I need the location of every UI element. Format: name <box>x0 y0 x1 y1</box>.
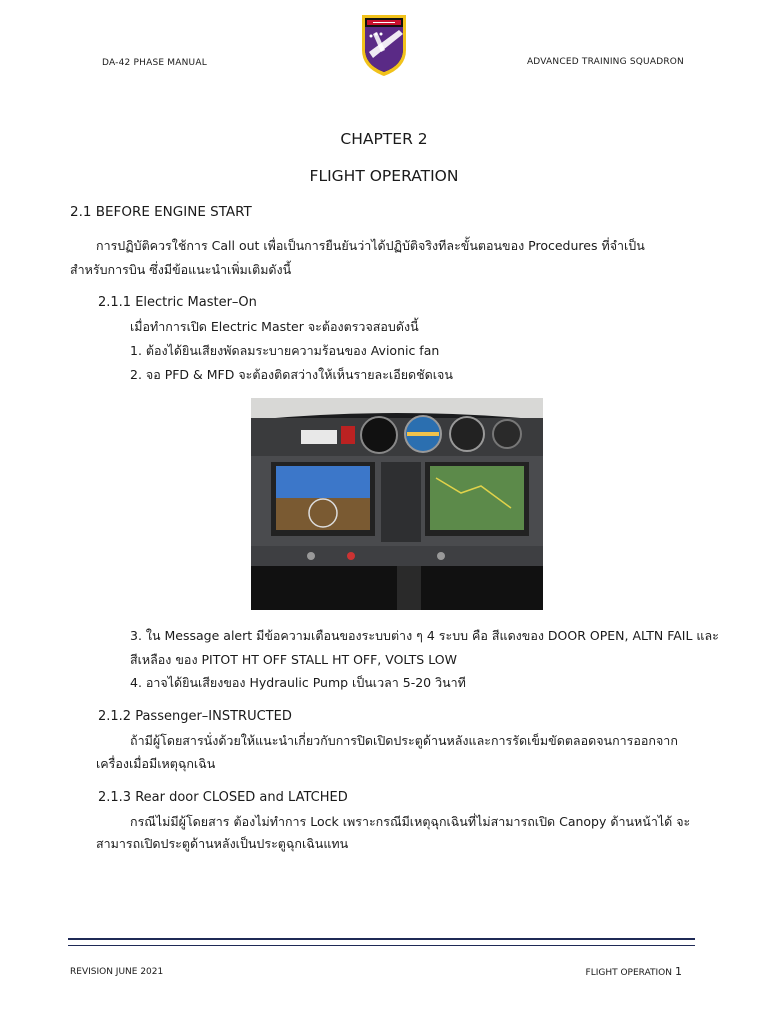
s211-intro: เมื่อทำการเปิด Electric Master จะต้องตรวจสอบดังนี้ <box>130 319 419 334</box>
intro-line-1: การปฏิบัติควรใช้การ Call out เพื่อเป็นการยืนยันว่าได้ปฏิบัติจริงทีละขั้นตอนของ Procedures ที่จำเป็น <box>96 238 645 253</box>
s211-item-1: 1. ต้องได้ยินเสียงพัดลมระบายความร้อนของ Avionic fan <box>130 343 440 358</box>
chapter-number: CHAPTER 2 <box>340 130 428 148</box>
subsection-heading-2-1-3: 2.1.3 Rear door CLOSED and LATCHED <box>98 790 348 805</box>
subsection-heading-2-1-2: 2.1.2 Passenger–INSTRUCTED <box>98 709 292 724</box>
header-squadron-name: ADVANCED TRAINING SQUADRON <box>526 57 684 67</box>
s211-item-3-line-2: สีเหลือง ของ PITOT HT OFF STALL HT OFF, VOLTS LOW <box>130 652 457 667</box>
footer-rule-thick <box>68 938 695 940</box>
subsection-heading-2-1-1: 2.1.1 Electric Master–On <box>98 295 257 310</box>
squadron-emblem-logo <box>359 12 409 78</box>
s213-line-2: สามารถเปิดประตูด้านหลังเป็นประตูฉุกเฉินแทน <box>96 836 349 851</box>
intro-line-2: สำหรับการบิน ซึ่งมีข้อแนะนำเพิ่มเติมดังนี้ <box>70 262 292 277</box>
s211-item-2: 2. จอ PFD & MFD จะต้องติดสว่างให้เห็นรายละเอียดชัดเจน <box>130 367 453 382</box>
s212-line-1: ถ้ามีผู้โดยสารนั่งด้วยให้แนะนำเกี่ยวกับการปิดเปิดประตูด้านหลังและการรัดเข็มขัดตลอดจนการออกจาก <box>130 733 678 748</box>
section-heading: 2.1 BEFORE ENGINE START <box>70 204 252 220</box>
header-manual-title: DA-42 PHASE MANUAL <box>102 58 207 68</box>
s212-line-2: เครื่องเมื่อมีเหตุฉุกเฉิน <box>96 756 216 771</box>
s211-item-3-line-1: 3. ใน Message alert มีข้อความเตือนของระบบต่าง ๆ 4 ระบบ คือ สีแดงของ DOOR OPEN, ALTN FAIL และ <box>130 628 719 643</box>
s213-line-1: กรณีไม่มีผู้โดยสาร ต้องไม่ทำการ Lock เพราะกรณีมีเหตุฉุกเฉินที่ไม่สามารถเปิด Canopy ด้านหน้าได้ จะ <box>130 814 691 829</box>
footer-rule-thin <box>68 945 695 946</box>
s211-item-4: 4. อาจได้ยินเสียงของ Hydraulic Pump เป็นเวลา 5-20 วินาที <box>130 675 466 690</box>
footer-revision: REVISION JUNE 2021 <box>70 967 164 977</box>
footer-section-title: FLIGHT OPERATION <box>585 968 672 978</box>
cockpit-panel-photo <box>251 398 543 610</box>
chapter-title: FLIGHT OPERATION <box>309 167 459 185</box>
footer-section <box>586 965 682 978</box>
page-number: 1 <box>675 965 682 978</box>
